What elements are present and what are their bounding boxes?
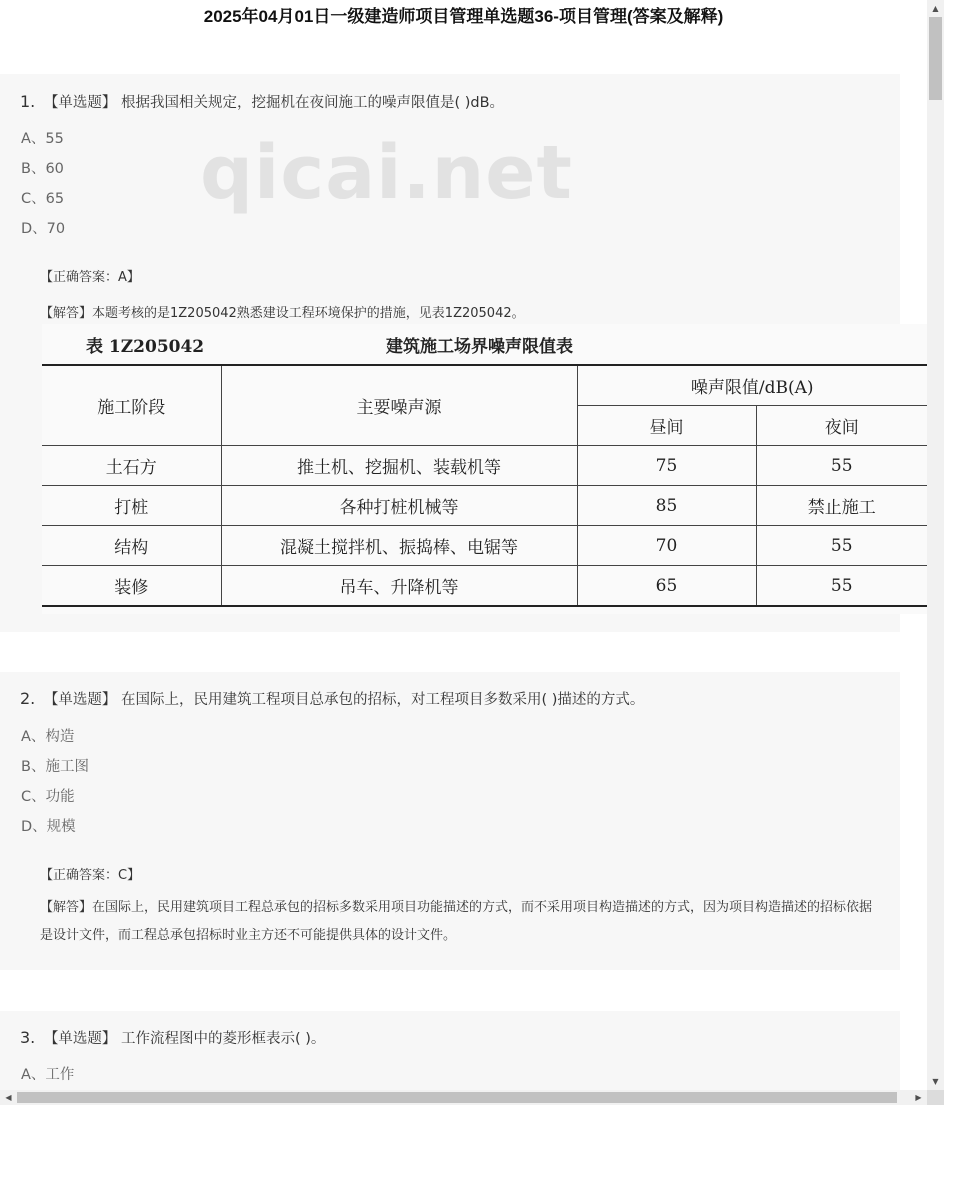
question-number: 1.	[20, 92, 36, 111]
option-a[interactable]: A、工作	[21, 1067, 75, 1083]
page-title: 2025年04月01日一级建造师项目管理单选题36-项目管理(答案及解释)	[203, 7, 724, 26]
question-card-2	[0, 672, 900, 970]
question-stem	[20, 1027, 325, 1048]
noise-limit-table	[42, 364, 927, 607]
option-a[interactable]: A、55	[21, 131, 64, 147]
question-card-3	[0, 1011, 900, 1090]
option-b[interactable]: B、施工图	[21, 759, 89, 775]
option-a[interactable]: A、构造	[21, 729, 75, 745]
cell-source: 混凝土搅拌机、振捣棒、电锯等	[221, 526, 577, 566]
question-text: 工作流程图中的菱形框表示( )。	[120, 1031, 326, 1047]
option-b[interactable]: B、60	[21, 161, 64, 177]
cell-source: 各种打桩机械等	[221, 486, 577, 526]
cell-night: 禁止施工	[756, 486, 927, 526]
cell-stage: 结构	[42, 526, 221, 566]
cell-stage: 装修	[42, 566, 221, 607]
scroll-up-arrow-icon[interactable]: ▲	[932, 4, 939, 13]
table-row	[42, 486, 927, 526]
table-row	[42, 526, 927, 566]
header-night: 夜间	[756, 406, 927, 446]
cell-day: 85	[577, 486, 756, 526]
scrollbar-corner	[927, 1090, 944, 1105]
cell-night: 55	[756, 446, 927, 486]
noise-limit-table-image	[42, 324, 927, 614]
table-title: 建筑施工场界噪声限值表	[386, 337, 573, 357]
header-source: 主要噪声源	[221, 365, 577, 446]
scroll-right-arrow-icon[interactable]: ▶	[915, 1093, 922, 1102]
watermark: qicai.net	[200, 130, 573, 216]
explanation: 【解答】本题考核的是1Z205042熟悉建设工程环境保护的措施，见表1Z205042。	[40, 306, 525, 321]
table-row	[42, 566, 927, 607]
question-text: 在国际上，民用建筑工程项目总承包的招标，对工程项目多数采用( )描述的方式。	[120, 692, 645, 708]
question-type: 【单选题】	[43, 95, 117, 111]
question-stem	[20, 91, 504, 112]
header-limit: 噪声限值/dB(A)	[577, 365, 927, 406]
cell-source: 推土机、挖掘机、装载机等	[221, 446, 577, 486]
question-type: 【单选题】	[43, 1031, 117, 1047]
vertical-scrollbar[interactable]	[927, 0, 944, 1090]
cell-stage: 土石方	[42, 446, 221, 486]
option-d[interactable]: D、70	[21, 221, 66, 237]
question-number: 2.	[20, 689, 36, 708]
correct-answer: 【正确答案：C】	[40, 868, 141, 883]
cell-source: 吊车、升降机等	[221, 566, 577, 607]
option-c[interactable]: C、功能	[21, 789, 75, 805]
option-c[interactable]: C、65	[21, 191, 65, 207]
cell-night: 55	[756, 566, 927, 607]
vertical-scroll-thumb[interactable]	[929, 17, 942, 100]
scroll-down-arrow-icon[interactable]: ▼	[932, 1077, 939, 1086]
table-row	[42, 446, 927, 486]
correct-answer: 【正确答案：A】	[40, 270, 140, 285]
header-day: 昼间	[577, 406, 756, 446]
table-number: 表 1Z205042	[86, 337, 205, 357]
option-d[interactable]: D、规模	[21, 819, 76, 835]
cell-day: 65	[577, 566, 756, 607]
question-stem	[20, 688, 644, 709]
question-number: 3.	[20, 1028, 36, 1047]
horizontal-scroll-thumb[interactable]	[17, 1092, 897, 1103]
cell-stage: 打桩	[42, 486, 221, 526]
cell-day: 75	[577, 446, 756, 486]
explanation: 【解答】在国际上，民用建筑项目工程总承包的招标多数采用项目功能描述的方式，而不采用项目构造描述的方式，因为项目构造描述的招标依据是设计文件，而工程总承包招标时业主方还不可能提供具体的设计文件。	[40, 900, 873, 943]
question-text: 根据我国相关规定，挖掘机在夜间施工的噪声限值是( )dB。	[120, 95, 505, 111]
scroll-left-arrow-icon[interactable]: ◀	[5, 1093, 12, 1102]
cell-night: 55	[756, 526, 927, 566]
question-type: 【单选题】	[43, 692, 117, 708]
header-stage: 施工阶段	[42, 365, 221, 446]
cell-day: 70	[577, 526, 756, 566]
horizontal-scrollbar[interactable]	[0, 1090, 927, 1105]
